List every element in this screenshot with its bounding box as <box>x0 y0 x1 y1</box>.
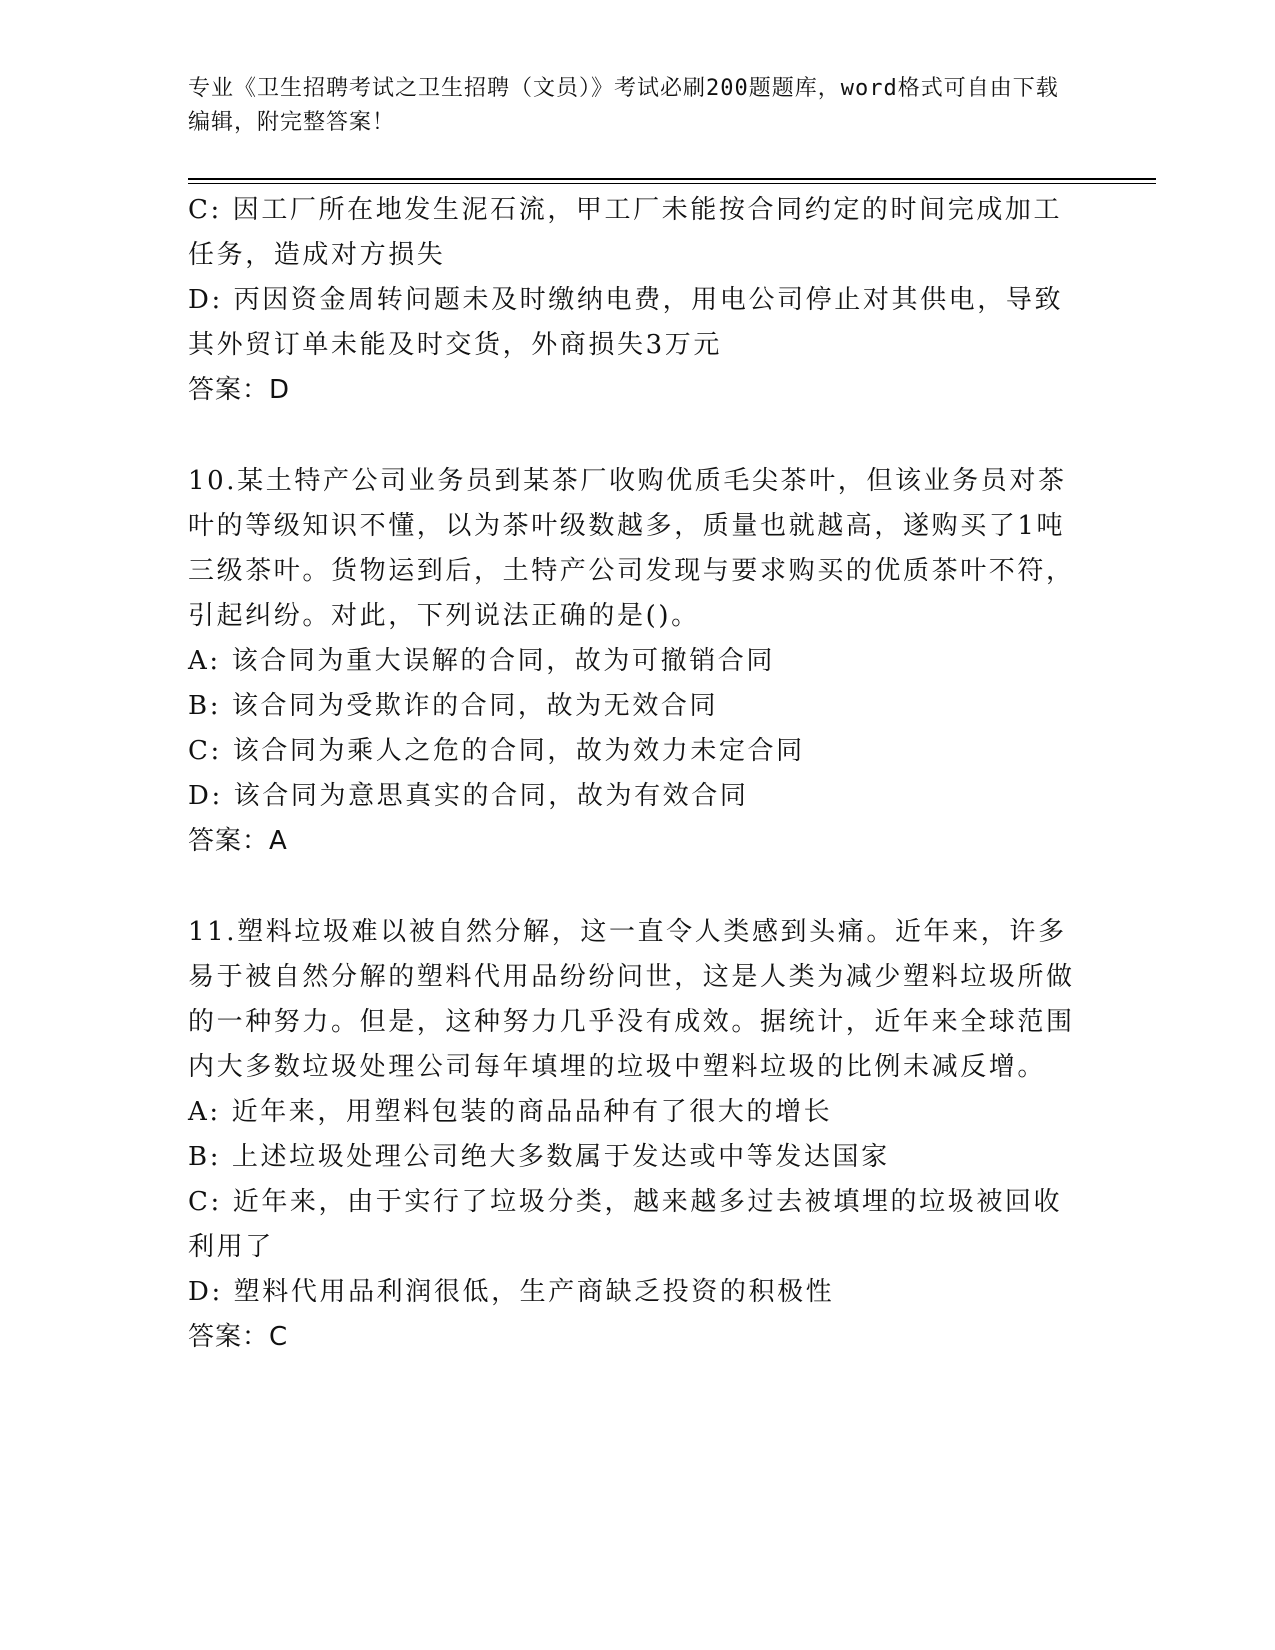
q10-option-b: B: 该合同为受欺诈的合同，故为无效合同 <box>188 691 719 721</box>
q10-answer: 答案：A <box>188 826 288 856</box>
q10-stem: 10.某土特产公司业务员到某茶厂收购优质毛尖茶叶，但该业务员对茶叶的等级知识不懂，以为茶叶级数越多，质量也就越高，遂购买了1吨三级茶叶。货物运到后，土特产公司发现与要求购买的优质茶叶不符，引起纠纷。对此，下列说法正确的是()。 <box>188 466 1075 631</box>
q10-option-a: A: 该合同为重大误解的合同，故为可撤销合同 <box>188 646 776 676</box>
spacer <box>188 413 1078 459</box>
question-content <box>188 188 1078 1360</box>
header-divider-thin <box>188 183 1156 184</box>
q11-option-c: C: 近年来，由于实行了垃圾分类，越来越多过去被填埋的垃圾被回收利用了 <box>188 1187 1063 1262</box>
header-divider <box>188 178 1156 180</box>
q11-answer: 答案：C <box>188 1322 289 1352</box>
q10-option-d: D: 该合同为意思真实的合同，故为有效合同 <box>188 781 749 811</box>
q11-option-a: A: 近年来，用塑料包装的商品品种有了很大的增长 <box>188 1097 833 1127</box>
prev-option-c: C: 因工厂所在地发生泥石流，甲工厂未能按合同约定的时间完成加工任务，造成对方损失 <box>188 195 1063 270</box>
q11-option-b: B: 上述垃圾处理公司绝大多数属于发达或中等发达国家 <box>188 1142 890 1172</box>
q11-stem: 11.塑料垃圾难以被自然分解，这一直令人类感到头痛。近年来，许多易于被自然分解的塑料代用品纷纷问世，这是人类为减少塑料垃圾所做的一种努力。但是，这种努力几乎没有成效。据统计，近年来全球范围内大多数垃圾处理公司每年填埋的垃圾中塑料垃圾的比例未减反增。 <box>188 917 1075 1082</box>
prev-answer: 答案：D <box>188 375 291 405</box>
spacer <box>188 864 1078 910</box>
prev-option-d: D: 丙因资金周转问题未及时缴纳电费，用电公司停止对其供电，导致其外贸订单未能及时交货，外商损失3万元 <box>188 285 1064 360</box>
q11-option-d: D: 塑料代用品利润很低，生产商缺乏投资的积极性 <box>188 1277 835 1307</box>
q10-option-c: C: 该合同为乘人之危的合同，故为效力未定合同 <box>188 736 805 766</box>
document-header-title: 专业《卫生招聘考试之卫生招聘（文员）》考试必刷200题题库，word格式可自由下载编辑，附完整答案！ <box>188 76 1059 135</box>
